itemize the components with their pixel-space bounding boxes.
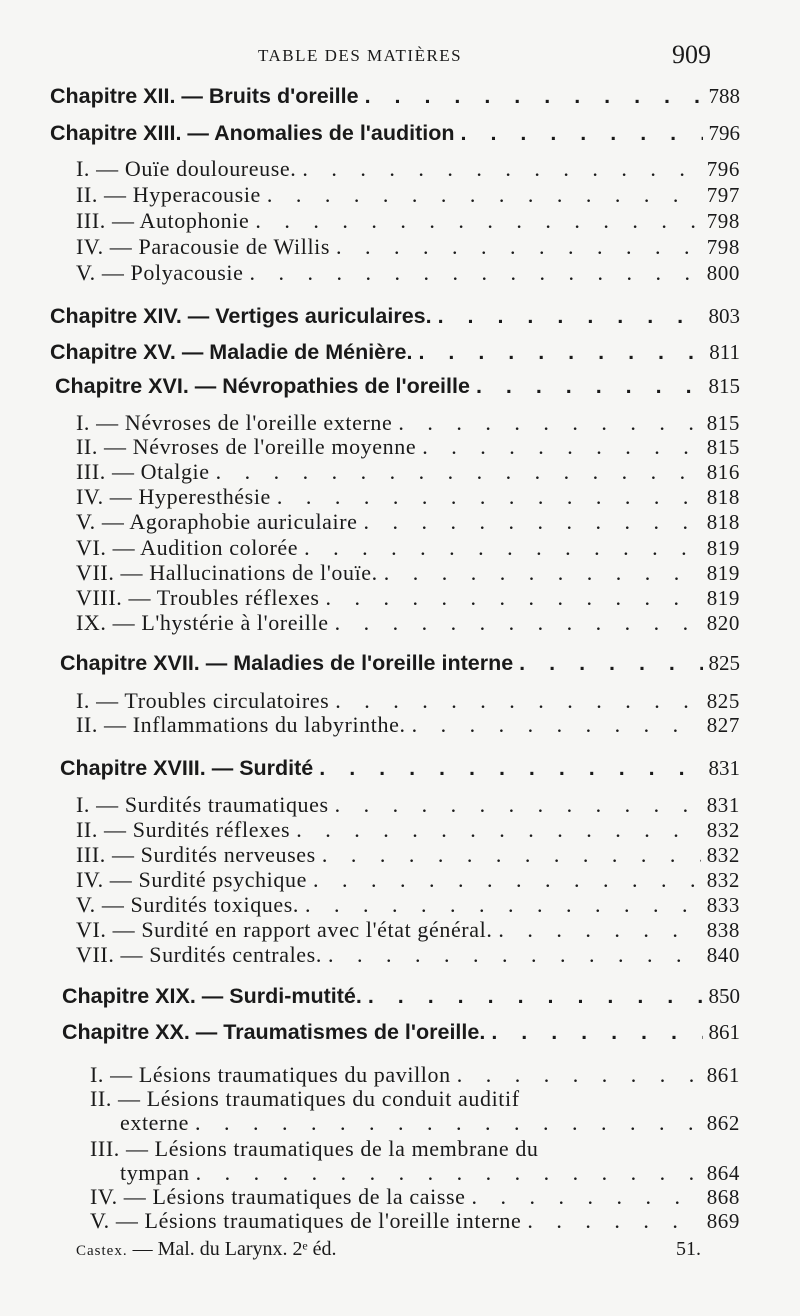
entry-title: externe xyxy=(120,1110,189,1135)
entry-page-number: 819 xyxy=(706,561,740,585)
entry-page-number: 797 xyxy=(706,183,740,207)
toc-section-entry xyxy=(76,792,740,818)
toc-section-entry xyxy=(76,234,740,260)
dot-leader xyxy=(322,942,701,968)
dot-leader xyxy=(329,610,701,636)
toc-section-entry xyxy=(76,535,740,561)
entry-title: IV. — Paracousie de Willis xyxy=(76,234,331,259)
dot-leader xyxy=(432,304,703,329)
toc-section-entry xyxy=(76,817,740,843)
entry-page-number: 832 xyxy=(706,843,740,867)
entry-title: I. — Ouïe douloureuse. xyxy=(76,156,297,181)
dot-leader xyxy=(416,434,700,460)
entry-page-number: 819 xyxy=(706,536,740,560)
toc-section-entry xyxy=(76,688,740,714)
entry-title: III. — Autophonie xyxy=(76,208,250,233)
dot-leader xyxy=(392,410,700,436)
entry-page-number: 862 xyxy=(706,1111,740,1135)
dot-leader xyxy=(271,484,701,510)
entry-title: I. — Troubles circulatoires xyxy=(76,688,330,713)
toc-chapter-entry xyxy=(60,651,740,676)
toc-section-entry xyxy=(120,1160,740,1186)
entry-title: Chapitre XII. — Bruits d'oreille xyxy=(50,84,359,108)
footer-book: — Mal. du Larynx. 2ᵉ éd. xyxy=(132,1238,337,1260)
dot-leader xyxy=(290,817,701,843)
entry-title: V. — Lésions traumatiques de l'oreille interne xyxy=(90,1208,522,1233)
entry-page-number: 840 xyxy=(706,943,740,967)
entry-page-number: 816 xyxy=(706,460,740,484)
entry-title: Chapitre XVIII. — Surdité xyxy=(60,756,314,780)
footer-signature: 51. xyxy=(676,1238,701,1260)
dot-leader xyxy=(210,459,701,485)
entry-title: I. — Surdités traumatiques xyxy=(76,792,329,817)
entry-page-number: 831 xyxy=(706,793,740,817)
dot-leader xyxy=(329,792,701,818)
toc-section-entry xyxy=(76,182,740,208)
toc-section-entry xyxy=(76,867,740,893)
entry-title: IX. — L'hystérie à l'oreille xyxy=(76,610,329,635)
entry-title: VI. — Surdité en rapport avec l'état général. xyxy=(76,917,493,942)
entry-page-number: 864 xyxy=(706,1161,740,1185)
entry-page-number: 803 xyxy=(708,304,740,328)
page-header xyxy=(0,40,800,70)
dot-leader xyxy=(189,1110,701,1136)
toc-chapter-entry xyxy=(50,304,740,329)
dot-leader xyxy=(329,688,700,714)
toc-section-entry xyxy=(76,892,740,918)
dot-leader xyxy=(451,1062,701,1088)
entry-title: Chapitre XIV. — Vertiges auriculaires. xyxy=(50,304,432,328)
toc-chapter-entry xyxy=(50,340,740,365)
entry-page-number: 819 xyxy=(706,586,740,610)
dot-leader xyxy=(412,340,703,365)
dot-leader xyxy=(316,842,701,868)
dot-leader xyxy=(362,984,703,1009)
entry-page-number: 820 xyxy=(706,611,740,635)
entry-title: Chapitre XVI. — Névropathies de l'oreille xyxy=(55,374,470,398)
dot-leader xyxy=(330,234,701,260)
dot-leader xyxy=(320,585,701,611)
entry-page-number: 800 xyxy=(706,261,740,285)
toc-section-entry xyxy=(90,1086,740,1112)
entry-page-number: 818 xyxy=(706,485,740,509)
dot-leader xyxy=(298,535,701,561)
toc-section-entry xyxy=(90,1062,740,1088)
toc-chapter-entry xyxy=(55,374,740,399)
running-title: TABLE DES MATIÈRES xyxy=(258,46,463,65)
toc-chapter-entry xyxy=(62,984,740,1009)
dot-leader xyxy=(455,121,703,146)
toc-section-entry xyxy=(90,1184,740,1210)
entry-title: II. — Névroses de l'oreille moyenne xyxy=(76,434,417,459)
dot-leader xyxy=(485,1020,702,1045)
toc-chapter-entry xyxy=(50,84,740,109)
entry-page-number: 796 xyxy=(708,121,740,145)
entry-page-number: 818 xyxy=(706,510,740,534)
toc-section-entry xyxy=(76,610,740,636)
toc-section-entry xyxy=(76,509,740,535)
entry-title: IV. — Lésions traumatiques de la caisse xyxy=(90,1184,466,1209)
entry-page-number: 838 xyxy=(706,918,740,942)
toc-chapter-entry xyxy=(62,1020,740,1045)
entry-page-number: 861 xyxy=(708,1020,740,1044)
entry-page-number: 815 xyxy=(708,374,740,398)
entry-page-number: 815 xyxy=(706,411,740,435)
entry-title: VII. — Hallucinations de l'ouïe. xyxy=(76,560,378,585)
dot-leader xyxy=(243,260,700,286)
entry-page-number: 796 xyxy=(706,157,740,181)
dot-leader xyxy=(406,712,701,738)
entry-title: III. — Surdités nerveuses xyxy=(76,842,316,867)
toc-section-entry xyxy=(90,1136,740,1162)
dot-leader xyxy=(249,208,700,234)
toc-section-entry xyxy=(76,484,740,510)
entry-page-number: 798 xyxy=(706,209,740,233)
dot-leader xyxy=(313,756,702,781)
entry-title: tympan xyxy=(120,1160,190,1185)
entry-title: II. — Hyperacousie xyxy=(76,182,261,207)
entry-page-number: 850 xyxy=(708,984,740,1008)
entry-page-number: 833 xyxy=(706,893,740,917)
entry-title: II. — Inflammations du labyrinthe. xyxy=(76,712,406,737)
toc-chapter-entry xyxy=(60,756,740,781)
dot-leader xyxy=(492,917,700,943)
toc-section-entry xyxy=(120,1110,740,1136)
toc-section-entry xyxy=(76,585,740,611)
dot-leader xyxy=(358,509,701,535)
toc-chapter-entry xyxy=(50,121,740,146)
entry-page-number: 861 xyxy=(706,1063,740,1087)
entry-title: VII. — Surdités centrales. xyxy=(76,942,322,967)
entry-page-number: 831 xyxy=(708,756,740,780)
entry-page-number: 815 xyxy=(706,435,740,459)
entry-page-number: 832 xyxy=(706,868,740,892)
toc-section-entry xyxy=(90,1208,740,1234)
toc-section-entry xyxy=(76,208,740,234)
toc-section-entry xyxy=(76,917,740,943)
entry-title: III. — Lésions traumatiques de la membrane du xyxy=(90,1136,539,1161)
toc-section-entry xyxy=(76,156,740,182)
entry-title: VIII. — Troubles réflexes xyxy=(76,585,320,610)
entry-page-number: 868 xyxy=(706,1185,740,1209)
dot-leader xyxy=(378,560,701,586)
entry-page-number: 798 xyxy=(706,235,740,259)
toc-section-entry xyxy=(76,942,740,968)
dot-leader xyxy=(261,182,701,208)
entry-page-number: 832 xyxy=(706,818,740,842)
entry-title: Chapitre XV. — Maladie de Ménière. xyxy=(50,340,413,364)
entry-title: IV. — Hyperesthésie xyxy=(76,484,271,509)
toc-section-entry xyxy=(76,712,740,738)
page-number: 909 xyxy=(672,40,711,69)
dot-leader xyxy=(307,867,701,893)
toc-section-entry xyxy=(76,434,740,460)
entry-page-number: 811 xyxy=(709,340,740,364)
page-footer xyxy=(0,1238,800,1268)
entry-title: V. — Polyacousie xyxy=(76,260,244,285)
entry-page-number: 825 xyxy=(708,651,740,675)
entry-title: VI. — Audition colorée xyxy=(76,535,299,560)
dot-leader xyxy=(299,892,701,918)
entry-title: IV. — Surdité psychique xyxy=(76,867,307,892)
toc-section-entry xyxy=(76,560,740,586)
dot-leader xyxy=(296,156,700,182)
entry-page-number: 827 xyxy=(706,713,740,737)
entry-title: II. — Surdités réflexes xyxy=(76,817,291,842)
dot-leader xyxy=(521,1208,700,1234)
entry-title: V. — Surdités toxiques. xyxy=(76,892,300,917)
toc-section-entry xyxy=(76,260,740,286)
entry-title: III. — Otalgie xyxy=(76,459,210,484)
entry-title: II. — Lésions traumatiques du conduit auditif xyxy=(90,1086,520,1111)
dot-leader xyxy=(513,651,702,676)
toc-section-entry xyxy=(76,410,740,436)
entry-title: Chapitre XVII. — Maladies de l'oreille interne xyxy=(60,651,514,675)
entry-page-number: 825 xyxy=(706,689,740,713)
entry-title: Chapitre XX. — Traumatismes de l'oreille. xyxy=(62,1020,486,1044)
entry-page-number: 869 xyxy=(706,1209,740,1233)
entry-title: V. — Agoraphobie auriculaire xyxy=(76,509,358,534)
entry-title: Chapitre XIX. — Surdi-mutité. xyxy=(62,984,362,1008)
entry-page-number: 788 xyxy=(708,84,740,108)
entry-title: Chapitre XIII. — Anomalies de l'audition xyxy=(50,121,455,145)
toc-section-entry xyxy=(76,842,740,868)
dot-leader xyxy=(466,1184,701,1210)
footer-author: Castex. xyxy=(76,1243,128,1259)
entry-title: I. — Lésions traumatiques du pavillon xyxy=(90,1062,451,1087)
toc-section-entry xyxy=(76,459,740,485)
dot-leader xyxy=(470,374,703,399)
entry-title: I. — Névroses de l'oreille externe xyxy=(76,410,393,435)
dot-leader xyxy=(359,84,703,109)
dot-leader xyxy=(190,1160,701,1186)
